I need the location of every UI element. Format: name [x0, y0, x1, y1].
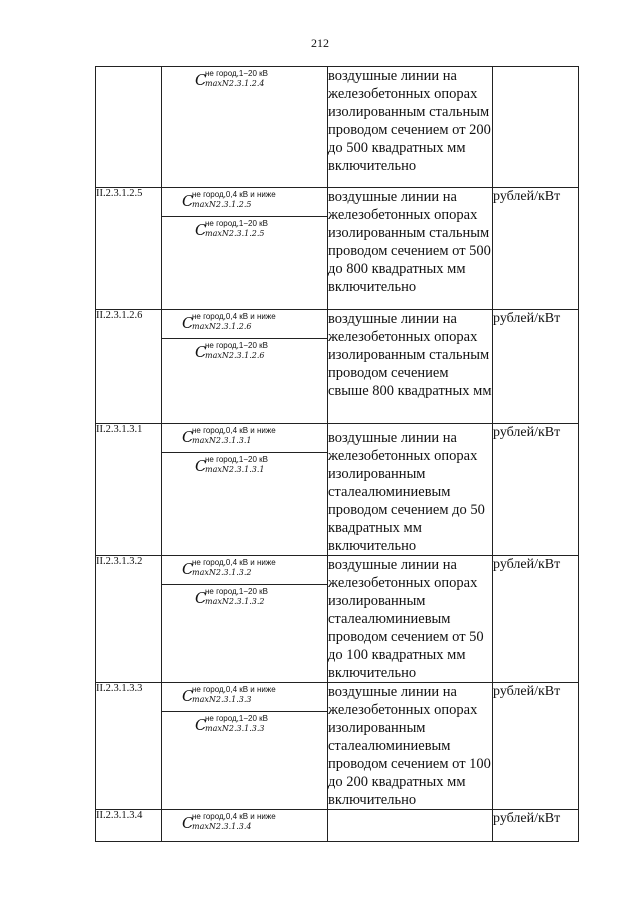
symbol-cell [162, 424, 328, 556]
tariff-formula: C не город,0,4 кВ и ниже maxN2.3.1.3.2 [182, 558, 276, 578]
tariff-formula: C не город,0,4 кВ и ниже maxN2.3.1.2.6 [182, 312, 276, 332]
tariff-formula: C не город,1−20 кВ maxN2.3.1.2.4 [195, 69, 268, 89]
tariff-formula: C не город,1−20 кВ maxN2.3.1.2.6 [195, 341, 268, 361]
symbol-cell [162, 310, 328, 424]
table-row [96, 424, 579, 556]
row-code: II.2.3.1.3.4 [96, 810, 162, 842]
tariff-formula: C не город,0,4 кВ и ниже maxN2.3.1.3.1 [182, 426, 276, 446]
row-description [328, 810, 493, 842]
symbol-cell [162, 810, 328, 842]
row-code: II.2.3.1.2.5 [96, 188, 162, 310]
row-unit: рублей/кВт [493, 810, 579, 842]
row-unit: рублей/кВт [493, 556, 579, 683]
tariff-formula: C не город,1−20 кВ maxN2.3.1.2.5 [195, 219, 268, 239]
row-unit: рублей/кВт [493, 424, 579, 556]
symbol-cell [162, 67, 328, 188]
tariff-formula: C не город,1−20 кВ maxN2.3.1.3.3 [195, 714, 268, 734]
table-row [96, 683, 579, 810]
row-code: II.2.3.1.3.2 [96, 556, 162, 683]
tariff-formula: C не город,0,4 кВ и ниже maxN2.3.1.2.5 [182, 190, 276, 210]
row-code: II.2.3.1.3.3 [96, 683, 162, 810]
table-row [96, 310, 579, 424]
row-description: воздушные линии на железобетонных опорах изолированным сталеалюминиевым проводом сечением от 100 до 200 квадратных мм включительно [328, 684, 491, 808]
table-row [96, 556, 579, 683]
row-code: II.2.3.1.3.1 [96, 424, 162, 556]
row-description: воздушные линии на железобетонных опорах изолированным сталеалюминиевым проводом сечением от 50 до 100 квадратных мм включительно [328, 556, 493, 683]
symbol-cell [162, 683, 328, 810]
table-row [96, 188, 579, 310]
row-unit [493, 67, 579, 188]
tariff-formula: C не город,1−20 кВ maxN2.3.1.3.1 [195, 455, 268, 475]
table-row [96, 810, 579, 842]
tariff-table [95, 66, 579, 842]
row-description: воздушные линии на железобетонных опорах изолированным стальным проводом сечением от 500 до 800 квадратных мм включительно [328, 188, 493, 310]
row-unit: рублей/кВт [493, 188, 579, 310]
table-row [96, 67, 579, 188]
row-description: воздушные линии на железобетонных опорах изолированным сталеалюминиевым проводом сечением до 50 квадратных мм включительно [328, 424, 493, 556]
row-unit: рублей/кВт [493, 310, 579, 424]
row-description: воздушные линии на железобетонных опорах изолированным стальным проводом сечением свыше 800 квадратных мм [328, 310, 493, 424]
row-code [96, 67, 162, 188]
tariff-formula: C не город,0,4 кВ и ниже maxN2.3.1.3.3 [182, 685, 276, 705]
row-unit: рублей/кВт [493, 683, 579, 810]
symbol-cell [162, 556, 328, 683]
row-code: II.2.3.1.2.6 [96, 310, 162, 424]
symbol-cell [162, 188, 328, 310]
row-description: воздушные линии на железобетонных опорах изолированным стальным проводом сечением от 200 до 500 квадратных мм включительно [328, 67, 493, 188]
tariff-formula: C не город,0,4 кВ и ниже maxN2.3.1.3.4 [182, 812, 276, 832]
page-number: 212 [311, 36, 329, 50]
tariff-formula: C не город,1−20 кВ maxN2.3.1.3.2 [195, 587, 268, 607]
